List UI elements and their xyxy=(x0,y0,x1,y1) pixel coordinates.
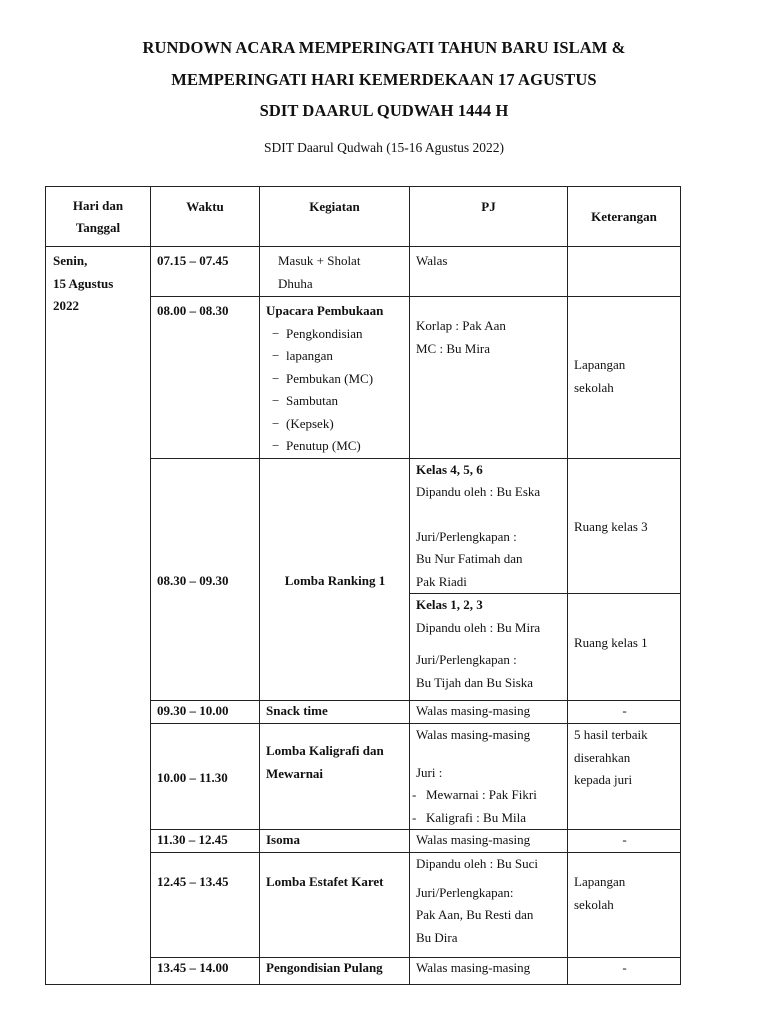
jury-list xyxy=(412,784,562,829)
time-text: 12.45 – 13.45 xyxy=(157,874,229,889)
list-item-cont: − lapangan xyxy=(272,345,404,368)
activity-cell xyxy=(260,830,410,853)
list-item-cont: − (Kepsek) xyxy=(272,413,404,436)
pj-cell xyxy=(410,958,568,985)
activity-text: Lomba Ranking 1 xyxy=(284,572,386,588)
note-line1: Lapangan xyxy=(574,357,626,372)
pj-line1: Korlap : Pak Aan xyxy=(416,318,506,333)
activity-cell xyxy=(260,724,410,830)
activity-cell xyxy=(260,247,410,297)
title-line-1: RUNDOWN ACARA MEMPERINGATI TAHUN BARU ISLAM & xyxy=(142,38,626,57)
note-cell xyxy=(568,594,681,701)
activity-text: Pengondisian Pulang xyxy=(266,960,383,975)
note-line3: kepada juri xyxy=(574,772,633,787)
pj-line4: Bu Dira xyxy=(416,929,458,945)
note-cell xyxy=(568,701,681,724)
time-text: 11.30 – 12.45 xyxy=(157,832,228,847)
table-row xyxy=(46,247,681,297)
list-item: − Sambutan xyxy=(272,390,404,413)
header-day xyxy=(46,187,151,247)
note-line2: diserahkan xyxy=(574,749,631,765)
list-item: − Penutup (MC) xyxy=(272,435,404,458)
pj-cell xyxy=(410,853,568,958)
note-cell xyxy=(568,830,681,853)
note-text: Ruang kelas 1 xyxy=(574,635,648,650)
note-cell xyxy=(568,247,681,297)
pj-text: Walas masing-masing xyxy=(416,703,531,718)
pj-jury-label: Juri/Perlengkapan : xyxy=(416,528,517,544)
activity-cell xyxy=(260,958,410,985)
note-line2: sekolah xyxy=(574,896,614,912)
activity-text: Lomba Estafet Karet xyxy=(266,874,384,889)
pj-cell xyxy=(410,458,568,594)
note-cell xyxy=(568,458,681,594)
note-text: - xyxy=(622,703,627,718)
pj-line2: MC : Bu Mira xyxy=(416,340,491,356)
pj-group-title: Kelas 1, 2, 3 xyxy=(416,597,483,612)
activity-cell xyxy=(260,297,410,459)
rundown-table xyxy=(45,186,681,985)
note-line1: 5 hasil terbaik xyxy=(574,727,648,742)
activity-line2: Mewarnai xyxy=(266,765,324,781)
note-cell xyxy=(568,724,681,830)
note-text xyxy=(568,247,680,250)
header-activity: Kegiatan xyxy=(260,187,410,247)
time-cell xyxy=(151,297,260,459)
pj-text: Walas masing-masing xyxy=(416,960,531,975)
pj-guide: Dipandu oleh : Bu Eska xyxy=(416,484,541,499)
activity-title: Upacara Pembukaan xyxy=(266,303,384,318)
time-cell xyxy=(151,701,260,724)
header-pj: PJ xyxy=(410,187,568,247)
day-line3: 2022 xyxy=(53,298,79,313)
note-text: - xyxy=(622,832,627,847)
list-item: − Pengkondisian xyxy=(272,323,404,346)
time-cell xyxy=(151,458,260,701)
time-text: 10.00 – 11.30 xyxy=(157,769,228,785)
pj-cell xyxy=(410,247,568,297)
time-text: 07.15 – 07.45 xyxy=(157,253,229,268)
pj-jury-label: Juri/Perlengkapan : xyxy=(416,652,517,667)
list-item: - Mewarnai : Pak Fikri xyxy=(412,784,562,807)
activity-line1: Masuk + Sholat xyxy=(278,253,361,268)
note-cell xyxy=(568,853,681,958)
list-item: - Kaligrafi : Bu Mila xyxy=(412,807,562,830)
pj-jury-line2: Pak Riadi xyxy=(416,573,467,589)
pj-cell xyxy=(410,594,568,701)
note-text: - xyxy=(622,960,627,975)
pj-line1: Dipandu oleh : Bu Suci xyxy=(416,856,539,871)
time-cell xyxy=(151,830,260,853)
note-cell xyxy=(568,958,681,985)
day-line2: 15 Agustus xyxy=(53,275,114,291)
pj-cell xyxy=(410,830,568,853)
time-cell xyxy=(151,958,260,985)
pj-cell xyxy=(410,701,568,724)
note-line1: Lapangan xyxy=(574,874,626,889)
title-line-2: MEMPERINGATI HARI KEMERDEKAAN 17 AGUSTUS xyxy=(171,70,597,89)
activity-cell xyxy=(260,853,410,958)
title-line-3: SDIT DAARUL QUDWAH 1444 H xyxy=(259,101,509,120)
activity-text: Snack time xyxy=(266,703,328,718)
time-cell xyxy=(151,724,260,830)
pj-line2: Juri/Perlengkapan: xyxy=(416,884,514,900)
pj-cell xyxy=(410,724,568,830)
time-text: 08.00 – 08.30 xyxy=(157,303,229,318)
pj-text: Walas xyxy=(416,253,448,268)
activity-cell xyxy=(260,458,410,701)
time-text: 13.45 – 14.00 xyxy=(157,960,229,975)
list-item: − Pembukan (MC) xyxy=(272,368,404,391)
note-text: Ruang kelas 3 xyxy=(574,518,648,534)
pj-jury-label: Juri : xyxy=(416,764,443,780)
pj-jury-line1: Bu Tijah dan Bu Siska xyxy=(416,674,534,690)
note-line2: sekolah xyxy=(574,379,614,395)
pj-guide: Dipandu oleh : Bu Mira xyxy=(416,619,541,635)
time-text: 09.30 – 10.00 xyxy=(157,703,229,718)
activity-line2: Dhuha xyxy=(278,275,313,291)
table-header-row xyxy=(46,187,681,247)
header-note: Keterangan xyxy=(568,187,681,247)
day-line1: Senin, xyxy=(53,253,88,268)
header-time: Waktu xyxy=(151,187,260,247)
pj-group-title: Kelas 4, 5, 6 xyxy=(416,461,483,477)
activity-text: Isoma xyxy=(266,832,300,847)
time-cell xyxy=(151,247,260,297)
pj-line3: Pak Aan, Bu Resti dan xyxy=(416,907,534,922)
header-day-line2: Tanggal xyxy=(75,219,121,235)
pj-text: Walas masing-masing xyxy=(416,832,531,847)
activity-list xyxy=(266,323,404,458)
pj-cell xyxy=(410,297,568,459)
activity-cell xyxy=(260,701,410,724)
subtitle: SDIT Daarul Qudwah (15-16 Agustus 2022) xyxy=(263,140,505,155)
pj-jury-line1: Bu Nur Fatimah dan xyxy=(416,551,523,566)
time-cell xyxy=(151,853,260,958)
day-cell xyxy=(46,247,151,985)
activity-line1: Lomba Kaligrafi dan xyxy=(266,743,384,758)
note-cell xyxy=(568,297,681,459)
time-text: 08.30 – 09.30 xyxy=(157,572,229,588)
header-day-line1: Hari dan xyxy=(72,197,124,213)
pj-line1: Walas masing-masing xyxy=(416,727,531,742)
